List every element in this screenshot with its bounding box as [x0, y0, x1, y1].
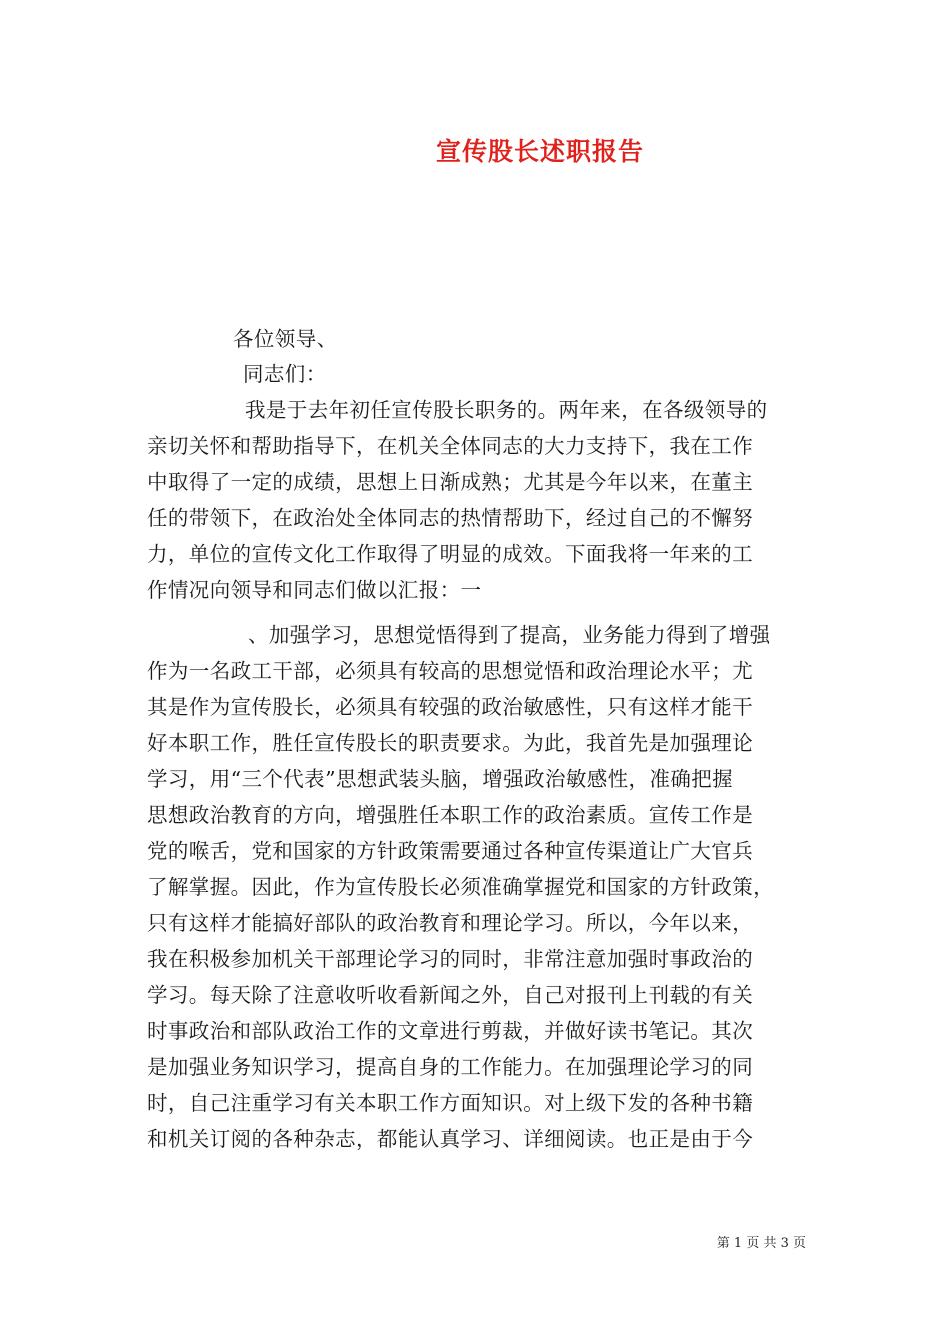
- document-title: 宣传股长述职报告: [435, 137, 644, 166]
- body-line: 了解掌握。因此，作为宣传股长必须准确掌握党和国家的方针政策，: [147, 875, 774, 899]
- body-line: 时事政治和部队政治工作的文章进行剪裁，并做好读书笔记。其次: [147, 1019, 754, 1043]
- body-line: 任的带领下，在政治处全体同志的热情帮助下，经过自己的不懈努: [147, 506, 754, 530]
- body-line: 只有这样才能搞好部队的政治教育和理论学习。所以，今年以来，: [147, 911, 754, 935]
- body-line: 我在积极参加机关干部理论学习的同时，非常注意加强时事政治的: [147, 947, 754, 971]
- body-line: 力，单位的宣传文化工作取得了明显的成效。下面我将一年来的工: [147, 542, 754, 566]
- body-line: 其是作为宣传股长，必须具有较强的政治敏感性，只有这样才能干: [147, 695, 754, 719]
- body-line: 党的喉舌，党和国家的方针政策需要通过各种宣传渠道让广大官兵: [147, 839, 754, 863]
- page-number: 第 1 页 共 3 页: [716, 1236, 806, 1251]
- greeting-line: 各位领导、: [233, 327, 338, 351]
- body-line: 和机关订阅的各种杂志，都能认真学习、详细阅读。也正是由于今: [147, 1127, 754, 1151]
- greeting-line: 同志们：: [243, 362, 327, 386]
- body-line: 我是于去年初任宣传股长职务的。两年来，在各级领导的: [245, 398, 768, 422]
- body-line: 时，自己注重学习有关本职工作方面知识。对上级下发的各种书籍: [147, 1091, 754, 1115]
- body-line: 是加强业务知识学习，提高自身的工作能力。在加强理论学习的同: [147, 1055, 754, 1079]
- body-line: 学习。每天除了注意收听收看新闻之外，自己对报刊上刊载的有关: [147, 983, 754, 1007]
- body-line: 作情况向领导和同志们做以汇报：一: [147, 578, 482, 602]
- body-line: 思想政治教育的方向，增强胜任本职工作的政治素质。宣传工作是: [147, 803, 754, 827]
- body-line: 中取得了一定的成绩，思想上日渐成熟；尤其是今年以来，在董主: [147, 470, 754, 494]
- body-line: 亲切关怀和帮助指导下，在机关全体同志的大力支持下，我在工作: [147, 434, 754, 458]
- body-line: 作为一名政工干部，必须具有较高的思想觉悟和政治理论水平；尤: [147, 659, 754, 683]
- body-line: 学习，用“三个代表”思想武装头脑，增强政治敏感性，准确把握: [147, 767, 734, 791]
- body-line: 好本职工作，胜任宣传股长的职责要求。为此，我首先是加强理论: [147, 731, 754, 755]
- section-heading: 、加强学习，思想觉悟得到了提高，业务能力得到了增强: [248, 623, 771, 647]
